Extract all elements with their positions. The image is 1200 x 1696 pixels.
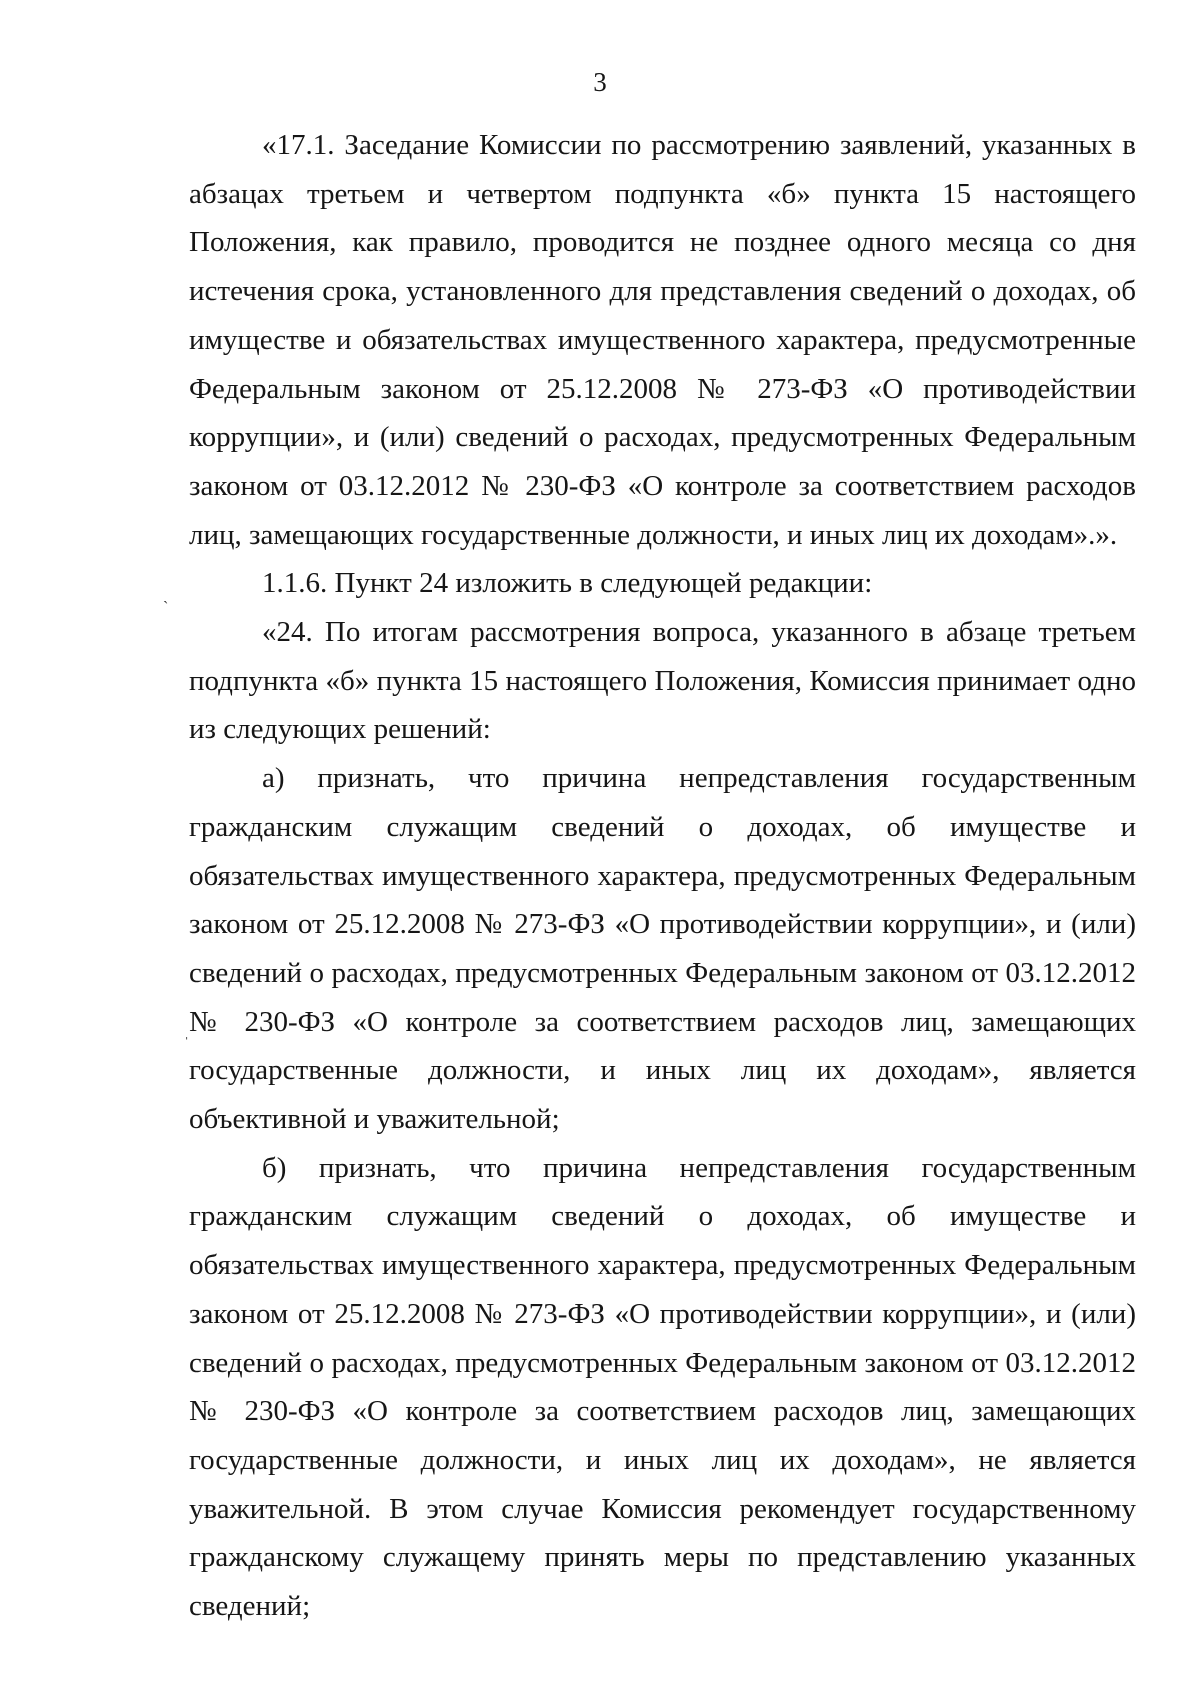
paragraph-17-1: «17.1. Заседание Комиссии по рассмотрению заявлений, указанных в абзацах третьем и четвертом подпункта «б» пункта 15 настоящего Положения, как правило, проводится не позднее одного месяца со дня истечения срока, установленного для представления сведений о доходах, об имуществе и обязательствах имущественного характера, предусмотренные Федеральным законом от 25.12.2008 № 273-ФЗ «О противодействии коррупции», и (или) сведений о расходах, предусмотренных Федеральным законом от 03.12.2012 № 230-ФЗ «О контроле за соответствием расходов лиц, замещающих государственные должности, и иных лиц их доходам».». — [189, 129, 1136, 551]
paragraph-item-b: б) признать, что причина непредставления государственным гражданским служащим сведений о доходах, об имуществе и обязательствах имущественного характера, предусмотренных Федеральным законом от 25.12.2008 № 273-ФЗ «О противодействии коррупции», и (или) сведений о расходах, предусмотренных Федеральным законом от 03.12.2012 № 230-ФЗ «О контроле за соответствием расходов лиц, замещающих государственные должности, и иных лиц их доходам», не является уважительной. В этом случае Комиссия рекомендует государственному гражданскому служащему принять меры по представлению указанных сведений; — [189, 1151, 1136, 1623]
paragraph-1-1-6: 1.1.6. Пункт 24 изложить в следующей редакции: — [262, 567, 873, 600]
page-number: 3 — [593, 67, 607, 97]
paragraph-24: «24. По итогам рассмотрения вопроса, указанного в абзаце третьем подпункта «б» пункта 15 настоящего Положения, Комиссия принимает одно из следующих решений: — [189, 616, 1136, 746]
scan-mark: ˏ — [163, 587, 169, 604]
paragraph-item-a: а) признать, что причина непредставления государственным гражданским служащим сведений о доходах, об имуществе и обязательствах имущественного характера, предусмотренных Федеральным законом от 25.12.2008 № 273-ФЗ «О противодействии коррупции», и (или) сведений о расходах, предусмотренных Федеральным законом от 03.12.2012 № 230-ФЗ «О контроле за соответствием расходов лиц, замещающих государственные должности, и иных лиц их доходам», является объективной и уважительной; — [189, 762, 1136, 1136]
document-body — [189, 121, 1136, 1631]
scan-mark: ˈ — [184, 1035, 190, 1052]
